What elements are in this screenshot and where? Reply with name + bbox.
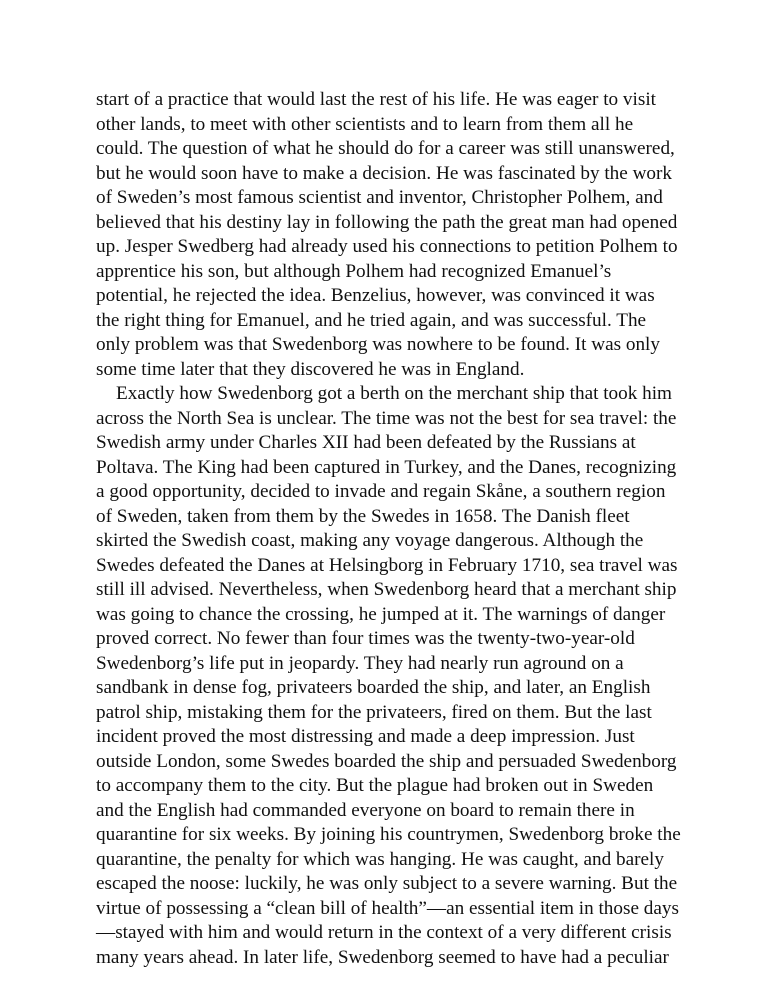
- text-line: believed that his destiny lay in following the path the great man had opened: [96, 211, 678, 233]
- text-line: only problem was that Swedenborg was nowhere to be found. It was only: [96, 334, 660, 355]
- text-line: some time later that they discovered he was in England.: [96, 358, 525, 380]
- text-line: Poltava. The King had been captured in Turkey, and the Danes, recognizing: [96, 456, 677, 478]
- paragraph-2: [96, 382, 696, 970]
- text-line: Swedish army under Charles XII had been defeated by the Russians at: [96, 432, 636, 453]
- text-line: could. The question of what he should do for a career was still unanswered,: [96, 138, 675, 159]
- text-line: quarantine, the penalty for which was hanging. He was caught, and barely: [96, 848, 664, 870]
- text-line: Swedes defeated the Danes at Helsingborg in February 1710, sea travel was: [96, 554, 678, 576]
- text-line: virtue of possessing a “clean bill of health”—an essential item in those days: [96, 897, 679, 919]
- text-line: —stayed with him and would return in the context of a very different crisis: [96, 922, 672, 943]
- text-line: Swedenborg’s life put in jeopardy. They had nearly run aground on a: [96, 652, 624, 674]
- text-line: sandbank in dense fog, privateers boarded the ship, and later, an English: [96, 677, 651, 698]
- text-line: many years ahead. In later life, Swedenborg seemed to have had a peculiar: [96, 946, 669, 968]
- text-line-first: Exactly how Swedenborg got a berth on the merchant ship that took him: [116, 383, 672, 404]
- text-line: a good opportunity, decided to invade and regain Skåne, a southern region: [96, 481, 666, 502]
- text-line: escaped the noose: luckily, he was only subject to a severe warning. But the: [96, 873, 678, 894]
- text-line: of Sweden, taken from them by the Swedes in 1658. The Danish fleet: [96, 505, 630, 527]
- text-line: was going to chance the crossing, he jumped at it. The warnings of danger: [96, 603, 666, 625]
- text-line: apprentice his son, but although Polhem had recognized Emanuel’s: [96, 260, 612, 282]
- page-body: [96, 88, 696, 970]
- text-line: but he would soon have to make a decision. He was fascinated by the work: [96, 162, 672, 184]
- paragraph-1: [96, 88, 696, 382]
- text-line: the right thing for Emanuel, and he tried again, and was successful. The: [96, 309, 647, 331]
- text-line: to accompany them to the city. But the plague had broken out in Sweden: [96, 775, 654, 796]
- text-line: skirted the Swedish coast, making any voyage dangerous. Although the: [96, 530, 644, 551]
- text-line: of Sweden’s most famous scientist and inventor, Christopher Polhem, and: [96, 187, 663, 208]
- text-line: incident proved the most distressing and made a deep impression. Just: [96, 726, 635, 747]
- text-line: patrol ship, mistaking them for the privateers, fired on them. But the last: [96, 701, 652, 723]
- text-line: potential, he rejected the idea. Benzelius, however, was convinced it was: [96, 285, 655, 306]
- text-line: other lands, to meet with other scientists and to learn from them all he: [96, 113, 634, 135]
- text-line: start of a practice that would last the rest of his life. He was eager to visit: [96, 89, 656, 110]
- text-line: still ill advised. Nevertheless, when Swedenborg heard that a merchant ship: [96, 579, 677, 600]
- text-line: proved correct. No fewer than four times was the twenty-two-year-old: [96, 628, 635, 649]
- text-line: quarantine for six weeks. By joining his countrymen, Swedenborg broke the: [96, 824, 681, 845]
- text-line: and the English had commanded everyone on board to remain there in: [96, 799, 635, 821]
- text-line: outside London, some Swedes boarded the ship and persuaded Swedenborg: [96, 750, 677, 772]
- text-line: up. Jesper Swedberg had already used his connections to petition Polhem to: [96, 236, 678, 257]
- text-line: across the North Sea is unclear. The time was not the best for sea travel: the: [96, 407, 677, 429]
